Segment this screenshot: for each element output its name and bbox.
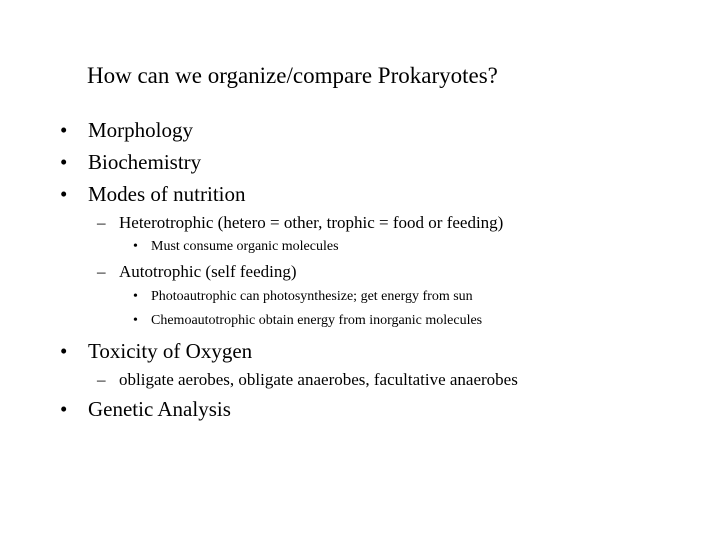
bullet-icon: • <box>60 118 68 142</box>
sub-item-autotrophic <box>97 261 297 283</box>
dash-icon: – <box>97 370 106 389</box>
sub-sub-item-chemoautotrophic <box>133 312 482 330</box>
dash-icon: – <box>97 262 106 281</box>
bullet-icon: • <box>60 339 68 363</box>
bullet-item-toxicity-of-oxygen <box>60 338 252 364</box>
sub-sub-item-text: Chemoautotrophic obtain energy from inorganic molecules <box>151 313 483 328</box>
sub-item-text: Heterotrophic (hetero = other, trophic = food or feeding) <box>119 213 504 232</box>
bullet-item-genetic-analysis <box>60 396 231 422</box>
bullet-item-biochemistry <box>60 149 201 175</box>
sub-sub-item-text: Photoautrophic can photosynthesize; get energy from sun <box>151 289 473 304</box>
bullet-text: Toxicity of Oxygen <box>88 339 253 363</box>
sub-item-heterotrophic <box>97 212 503 234</box>
sub-sub-item-photoautrophic <box>133 288 473 306</box>
bullet-text: Genetic Analysis <box>88 397 231 421</box>
bullet-item-morphology <box>60 117 193 143</box>
bullet-icon: • <box>133 313 138 328</box>
bullet-icon: • <box>133 239 138 254</box>
sub-sub-item-text: Must consume organic molecules <box>151 239 339 254</box>
sub-item-oxygen-classes <box>97 369 518 391</box>
sub-sub-item-organic-molecules <box>133 238 339 256</box>
bullet-text: Modes of nutrition <box>88 182 246 206</box>
bullet-icon: • <box>133 289 138 304</box>
bullet-item-modes-of-nutrition <box>60 181 246 207</box>
bullet-icon: • <box>60 182 68 206</box>
sub-item-text: obligate aerobes, obligate anaerobes, facultative anaerobes <box>119 370 518 389</box>
dash-icon: – <box>97 213 106 232</box>
bullet-text: Morphology <box>88 118 193 142</box>
sub-item-text: Autotrophic (self feeding) <box>119 262 297 281</box>
bullet-icon: • <box>60 397 68 421</box>
bullet-text: Biochemistry <box>88 150 202 174</box>
bullet-icon: • <box>60 150 68 174</box>
slide-title: How can we organize/compare Prokaryotes? <box>87 63 498 88</box>
